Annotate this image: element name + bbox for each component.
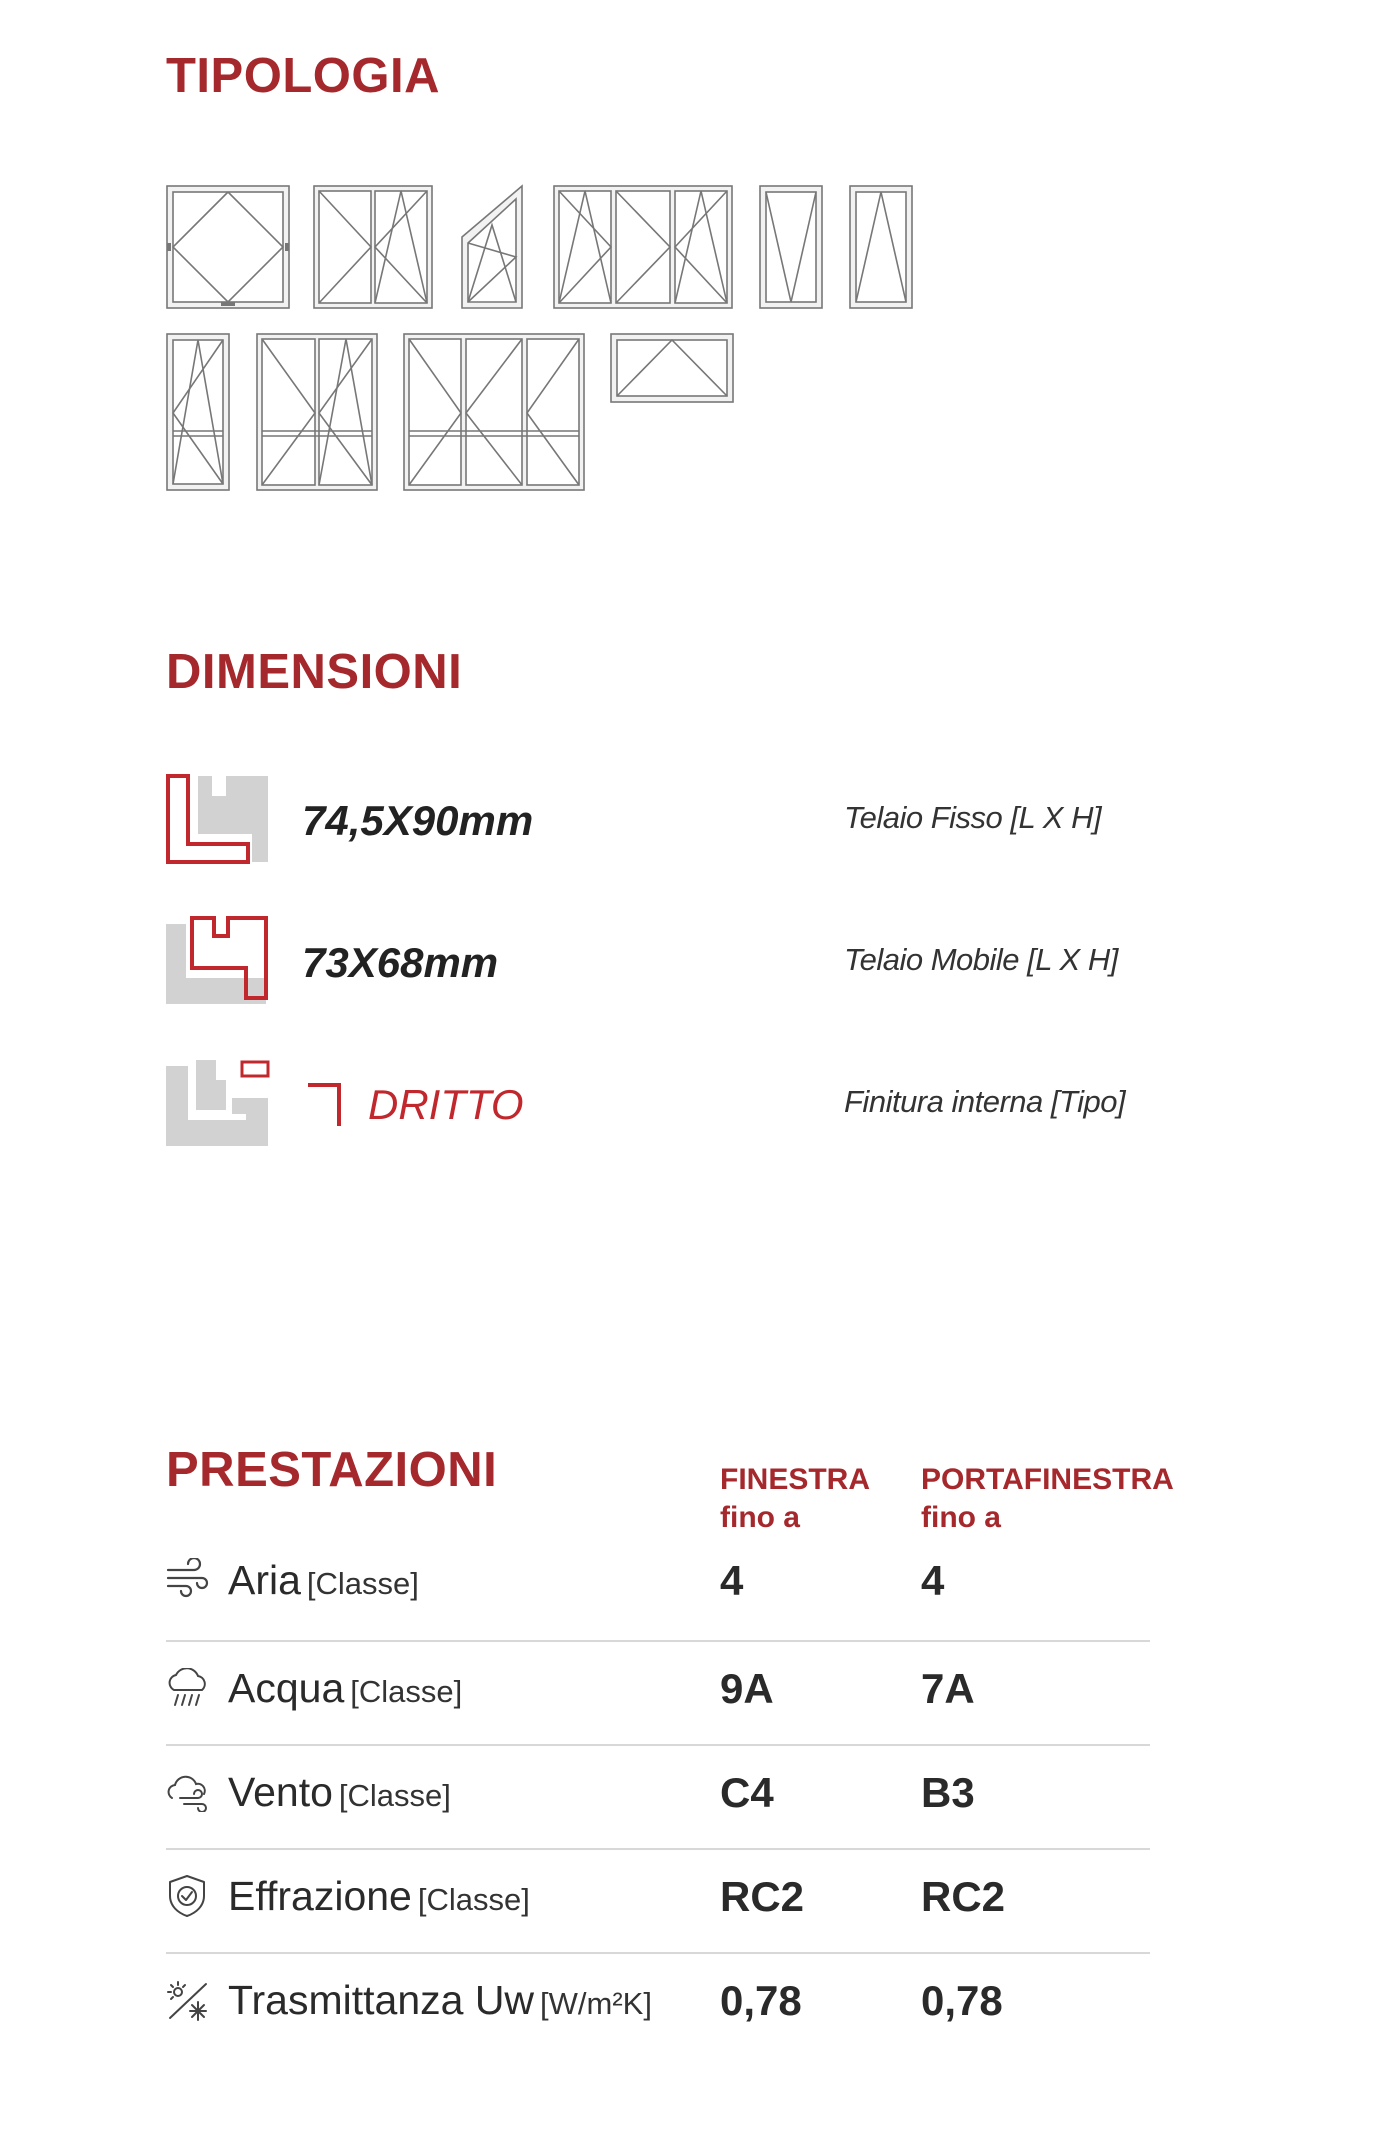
vento-label-text: Vento [228, 1769, 333, 1815]
performance-row-acqua [166, 1642, 1150, 1746]
window-type-bottom-hinged-diamond [166, 185, 290, 309]
sash-frame-profile-icon [166, 916, 270, 1006]
interior-finish-label: Finitura interna [Tipo] [844, 1084, 1126, 1119]
effrazione-label-text: Effrazione [228, 1873, 412, 1919]
trasmittanza-unit: [W/m²K] [540, 1986, 652, 2021]
window-type-triple-sash [553, 185, 733, 309]
effrazione-finestra-value: RC2 [720, 1873, 805, 1920]
trasmittanza-portafinestra-value: 0,78 [921, 1977, 1003, 2024]
performance-row-aria [166, 1538, 1150, 1642]
aria-label-text: Aria [228, 1557, 301, 1603]
trasmittanza-finestra-value: 0,78 [720, 1977, 802, 2024]
air-wind-icon [166, 1558, 208, 1600]
performance-row-trasmittanza [166, 1954, 1150, 2058]
effrazione-portafinestra-value: RC2 [921, 1873, 1006, 1920]
rain-cloud-icon [166, 1668, 208, 1710]
col-head-portafinestra-sub: fino a [921, 1501, 1001, 1534]
sash-frame-dimension: 73X68mm [302, 939, 499, 986]
window-type-trapezoid [461, 185, 523, 309]
window-type-french-door-single [166, 333, 230, 491]
aria-label [228, 1557, 419, 1603]
window-type-top-hung-transom [610, 333, 734, 403]
acqua-label-text: Acqua [228, 1665, 345, 1711]
col-head-finestra [720, 1461, 870, 1537]
fixed-frame-dimension: 74,5X90mm [302, 797, 534, 844]
col-head-portafinestra-title: PORTAFINESTRA [921, 1463, 1174, 1496]
dimension-row-interior-finish [166, 1058, 1266, 1148]
fixed-frame-label: Telaio Fisso [L X H] [844, 800, 1102, 835]
trasmittanza-label-text: Trasmittanza Uw [228, 1977, 535, 2023]
aria-finestra-value: 4 [720, 1557, 744, 1604]
effrazione-label [228, 1873, 530, 1919]
vento-finestra-value: C4 [720, 1769, 774, 1816]
window-type-french-door-double [256, 333, 378, 491]
dimension-row-sash-frame [166, 916, 1266, 1006]
dimensioni-title: DIMENSIONI [166, 645, 463, 699]
tipologia-title: TIPOLOGIA [166, 49, 440, 103]
acqua-label [228, 1665, 463, 1711]
performance-row-effrazione [166, 1850, 1150, 1954]
window-type-single-tall-tilt [849, 185, 913, 309]
col-head-finestra-title: FINESTRA [720, 1463, 870, 1496]
col-head-finestra-sub: fino a [720, 1501, 800, 1534]
performance-row-vento [166, 1746, 1150, 1850]
aria-unit: [Classe] [306, 1566, 419, 1601]
aria-portafinestra-value: 4 [921, 1557, 945, 1604]
straight-finish-corner-icon [306, 1082, 342, 1126]
acqua-finestra-value: 9A [720, 1665, 774, 1712]
sun-snow-icon [166, 1980, 208, 2022]
interior-finish-profile-icon [166, 1058, 270, 1148]
trasmittanza-label [228, 1977, 652, 2023]
vento-label [228, 1769, 451, 1815]
sash-frame-label: Telaio Mobile [L X H] [844, 942, 1118, 977]
window-type-single-tall [759, 185, 823, 309]
prestazioni-title: PRESTAZIONI [166, 1443, 498, 1497]
col-head-portafinestra [921, 1461, 1174, 1537]
acqua-portafinestra-value: 7A [921, 1665, 975, 1712]
window-type-french-door-triple [403, 333, 585, 491]
shield-check-icon [166, 1874, 208, 1916]
effrazione-unit: [Classe] [417, 1882, 530, 1917]
fixed-frame-profile-icon [166, 774, 270, 864]
dimension-row-fixed-frame [166, 774, 1266, 864]
interior-finish-type: DRITTO [368, 1081, 524, 1128]
wind-cloud-icon [166, 1774, 208, 1816]
acqua-unit: [Classe] [350, 1674, 463, 1709]
vento-portafinestra-value: B3 [921, 1769, 975, 1816]
window-type-double-sash [313, 185, 433, 309]
vento-unit: [Classe] [338, 1778, 451, 1813]
